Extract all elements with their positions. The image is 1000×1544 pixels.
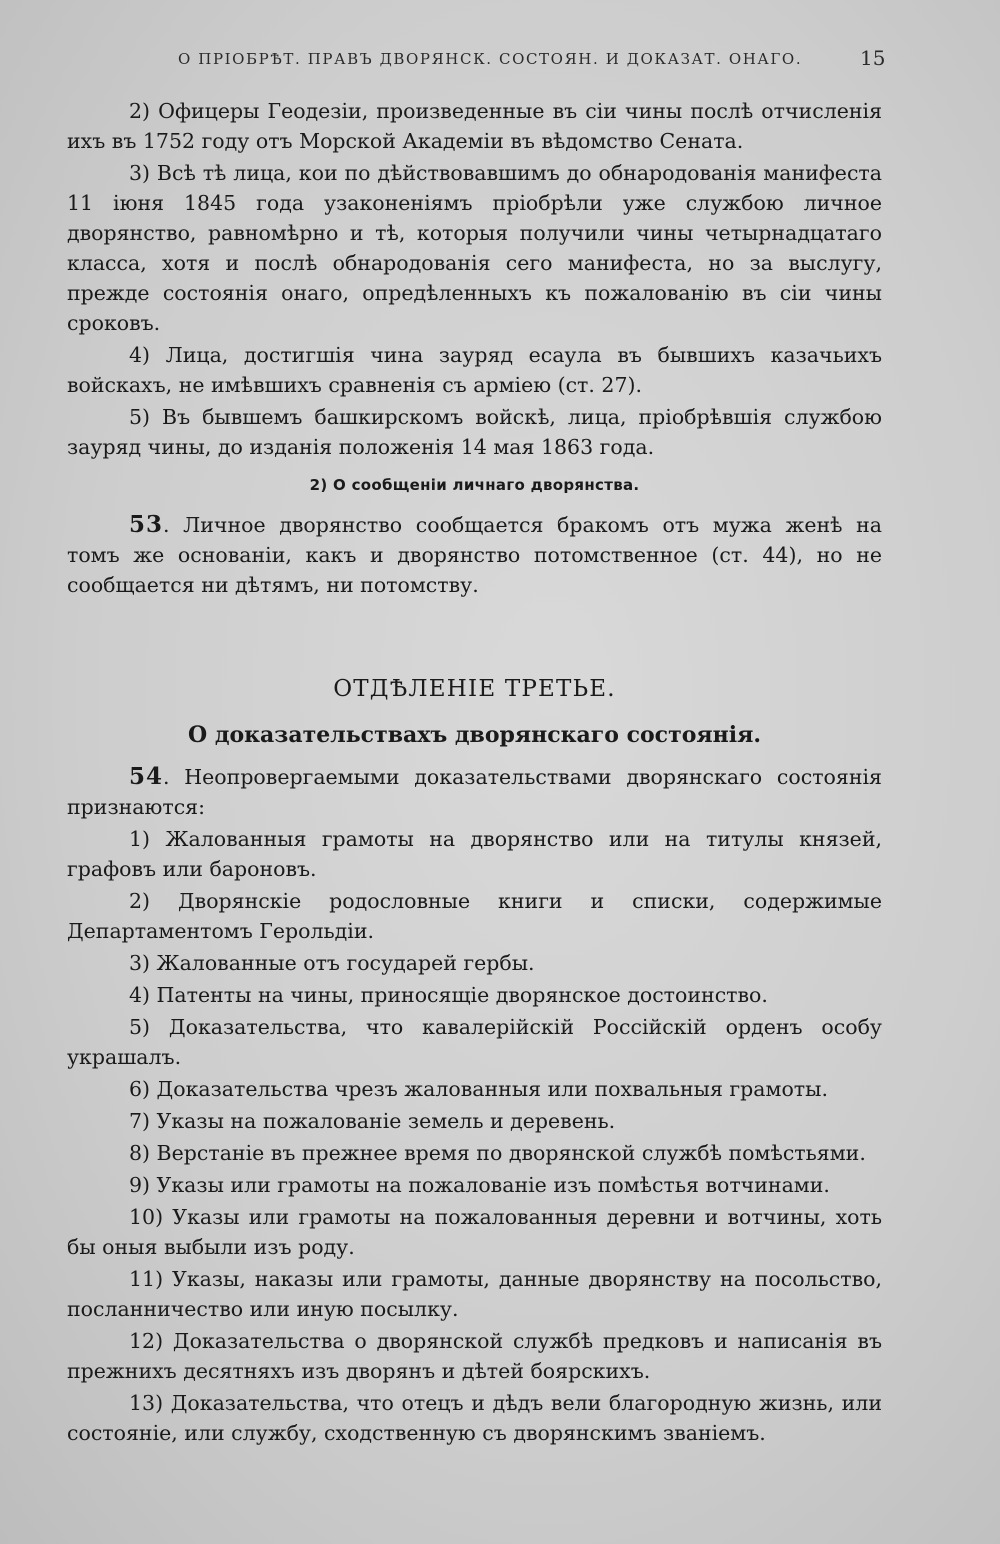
article-54 [67,762,882,822]
page-header [0,46,1000,76]
paragraph-item-4: 4) Лица, достигшія чина зауряд есаула въ бывшихъ казачьихъ войскахъ, не имѣвшихъ сравненія съ арміею (ст. 27). [67,343,882,397]
list-item: 11) Указы, наказы или грамоты, данные дворянству на посольство, посланничество или иную посылку. [67,1267,882,1321]
running-head: О ПРІОБРѢТ. ПРАВЪ ДВОРЯНСК. СОСТОЯН. И ДОКАЗАТ. ОНАГО. [178,50,803,68]
list-item: 8) Верстаніе въ прежнее время по дворянской службѣ помѣстьями. [129,1141,866,1165]
article-53-number: 53 [129,511,164,538]
list-item: 2) Дворянскіе родословные книги и списки, содержимые Департаментомъ Герольдіи. [67,889,882,943]
list-item: 7) Указы на пожалованіе земель и деревень. [129,1109,616,1133]
page-body [67,96,882,1450]
paragraph-item-2: 2) Офицеры Геодезіи, произведенные въ сіи чины послѣ отчисленія ихъ въ 1752 году отъ Морской Академіи въ вѣдомство Сената. [67,99,882,153]
article-53-text: . Личное дворянство сообщается бракомъ отъ мужа женѣ на томъ же основаніи, какъ и дворянство потомственное (ст. 44), но не сообщается ни дѣтямъ, ни потомству. [67,513,882,597]
list-item: 5) Доказательства, что кавалерійскій Россійскій орденъ особу украшалъ. [67,1015,882,1069]
list-item: 12) Доказательства о дворянской службѣ предковъ и написанія въ прежнихъ десятняхъ изъ дворянъ и дѣтей боярскихъ. [67,1329,882,1383]
list-item: 1) Жалованныя грамоты на дворянство или на титулы князей, графовъ или бароновъ. [67,827,882,881]
list-item: 3) Жалованные отъ государей гербы. [129,951,535,975]
paragraph-item-5: 5) Въ бывшемъ башкирскомъ войскѣ, лица, пріобрѣвшія службою зауряд чины, до изданія положенія 14 мая 1863 года. [67,405,882,459]
paragraph-item-3: 3) Всѣ тѣ лица, кои по дѣйствовавшимъ до обнародованія манифеста 11 іюня 1845 года узаконеніямъ пріобрѣли уже службою личное дворянство, равномѣрно и тѣ, которыя получили чины четырнадцатаго класса, хотя и послѣ обнародованія сего манифеста, но за выслугу, прежде состоянія онаго, опредѣленныхъ къ пожалованію въ сіи чины сроковъ. [67,161,882,335]
list-item: 6) Доказательства чрезъ жалованныя или похвальныя грамоты. [129,1077,828,1101]
list-item: 13) Доказательства, что отецъ и дѣдъ вели благородную жизнь, или состояніе, или службу, сходственную съ дворянскимъ званіемъ. [67,1391,882,1445]
page-number: 15 [860,46,886,70]
section-title: ОТДѢЛЕНІЕ ТРЕТЬЕ. [333,676,616,702]
section-subtitle: О доказательствахъ дворянскаго состоянія. [188,722,761,748]
article-54-text: . Неопровергаемыми доказательствами дворянскаго состоянія признаются: [67,765,882,819]
list-item: 9) Указы или грамоты на пожалованіе изъ помѣстья вотчинами. [129,1173,830,1197]
subheading: 2) О сообщенiи личнаго дворянства. [309,476,640,494]
article-54-number: 54 [129,763,164,790]
list-item: 4) Патенты на чины, приносящіе дворянское достоинство. [129,983,768,1007]
list-item: 10) Указы или грамоты на пожалованныя деревни и вотчины, хоть бы оныя выбыли изъ роду. [67,1205,882,1259]
article-53 [67,510,882,600]
